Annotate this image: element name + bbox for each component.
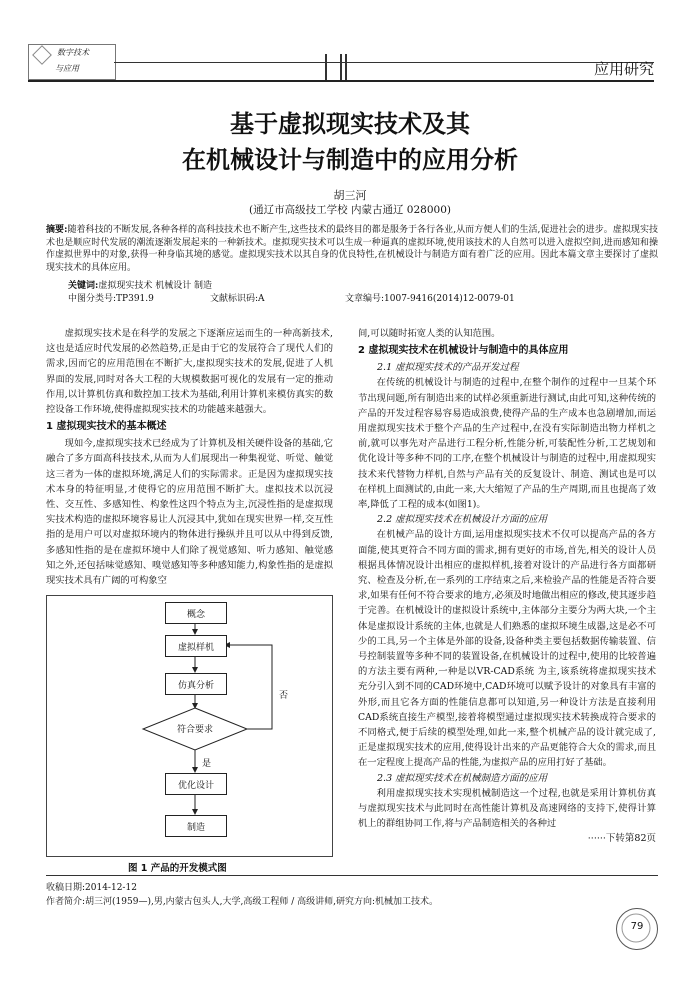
received-date: 收稿日期:2014-12-12 xyxy=(46,883,137,893)
step-concept: 概念 xyxy=(165,602,227,624)
abstract-text: 随着科技的不断发展,各种各样的高科技技术也不断产生,这些技术的最终目的都是服务于各行各业,从而方便人们的生活,促进社会的进步。虚拟现实技术也是顺应时代发展的潮流逐渐发展起来的一种新技术。虚拟现实技术可以生成一种逼真的虚拟环境,使用该技术的人自然可以进入虚拟空间,进而感知和操作虚拟世界中的对象,获得一种身临其境的感觉。虚拟现实技术以其自身的优良特性,在机械设计与制造方面有着广泛的应用。因此本篇文章主要探讨了虚拟现实技术的具体应用。 xyxy=(46,225,658,273)
page-number-badge xyxy=(616,908,658,950)
doc-code: 文献标识码:A xyxy=(210,294,265,304)
logo-text-2: 与应用 xyxy=(55,64,79,73)
keywords xyxy=(68,278,212,291)
yes-label: 是 xyxy=(202,759,212,769)
author-bio: 作者简介:胡三河(1959—),男,内蒙古包头人,大学,高级工程师 / 高级讲师,研究方向:机械加工技术。 xyxy=(46,897,439,907)
subsection-2-1-paragraph: 在传统的机械设计与制造的过程中,在整个制作的过程中一旦某个环节出现问题,所有制造出来的试样必须重新进行测试,由此可知,这种传统的产品的开发过程容易容易造成浪费,使得产品的生产成本也急剧增加,而运用虚拟现实技术于整个产品的生产过程中,在没有实际制造出物力样机之前,就可以事先对产品进行工程分析,性能分析,可装配性分析,工艺规划和优化设计等多种不同的工序,在整个机械设计与制造的过程中,用虚拟现实技术来代替物力样机,自然与产品有关的反复设计、制造、测试也是可以在样机上面测试的,由此一来,大大缩短了产品的生产周期,而且也提高了效率,降低了工程的成本(如图1)。 xyxy=(358,377,656,511)
continuation-line: 间,可以随时拓宽人类的认知范围。 xyxy=(358,328,501,339)
subsection-2-1: 2.1 虚拟现实技术的产品开发过程 xyxy=(377,362,519,374)
section-heading-1: 1 虚拟现实技术的基本概述 xyxy=(46,421,167,433)
step-optimize: 优化设计 xyxy=(165,773,227,795)
subsection-2-2: 2.2 虚拟现实技术在机械设计方面的应用 xyxy=(377,514,548,526)
header-rule xyxy=(114,62,654,63)
journal-logo xyxy=(28,44,116,80)
subsection-2-3: 2.3 虚拟现实技术在机械制造方面的应用 xyxy=(377,772,548,784)
clc-number: 中图分类号:TP391.9 xyxy=(68,294,154,304)
header-divider-bar xyxy=(340,54,342,80)
section-heading-2: 2 虚拟现实技术在机械设计与制造中的具体应用 xyxy=(358,345,569,357)
step-virtual-prototype: 虚拟样机 xyxy=(165,635,227,657)
keywords-text: 虚拟现实技术 机械设计 制造 xyxy=(98,281,213,291)
abstract-label: 摘要: xyxy=(46,225,68,235)
header-divider-bar xyxy=(345,54,347,80)
section-1-paragraph: 现如今,虚拟现实技术已经成为了计算机及相关硬件设备的基础,它融合了多方面高科技技术,从而为人们展现出一种集视觉、听觉、触觉这三者为一体的虚拟环境,满足人们的实际需求。正是因为虚拟现实技术本身的特征明显,才使得它的应用范围不断扩大。虚拟技术以沉浸性、交互性、多感知性、构象性这四个特点为主,沉浸性指的是虚拟现实技术构造的虚拟环境容易让人沉浸其中,犹如在现实世界一样,交互性指的是用户可以对虚拟环境内的物体进行操纵并且可以从中得到反馈,多感知性指的是在虚拟环境中人们除了视觉感知、听力感知、触觉感知之外,还包括味觉感知、嗅觉感知等多种感知能力,构象性指的是虚拟现实技术具有广阔的可构象空 xyxy=(46,438,333,587)
section-name: 应用研究 xyxy=(593,60,654,78)
abstract xyxy=(46,224,658,274)
title-line-2: 在机械设计与制造中的应用分析 xyxy=(182,146,518,174)
subsection-2-3-paragraph: 利用虚拟现实技术实现机械制造这一个过程,也就是采用计算机仿真与虚拟现实技术与此同时在高性能计算机及高速网络的支持下,使得计算机上的群组协同工作,将与产品制造相关的各种过 xyxy=(358,787,656,830)
step-manufacture: 制造 xyxy=(165,815,227,837)
left-column xyxy=(46,326,333,588)
logo-text-1: 数字技术 xyxy=(57,48,89,57)
figure-1-flowchart xyxy=(46,595,333,857)
page-number: 79 xyxy=(630,921,644,932)
intro-paragraph: 虚拟现实技术是在科学的发展之下逐渐应运而生的一种高新技术,这也是适应时代发展的必然趋势,正是由于它的发展符合了现代人们的需求,因而它的应用范围在不断扩大,虚拟现实技术的发展,促进了人机界面的发展,同时对各大工程的大规模数据可视化的发展有一定的推动作用,以计算机仿真和数控加工技术为基础,利用计算机来模仿真实的数控设备工作环境,使得虚拟现实技术的功能越来越强大。 xyxy=(46,328,333,416)
affiliation: (通辽市高级技工学校 内蒙古通辽 028000) xyxy=(249,204,451,216)
arrow-no-loop xyxy=(225,645,272,729)
header-divider-bar xyxy=(325,54,327,80)
header-bottom-rule xyxy=(28,80,654,82)
title-line-1: 基于虚拟现实技术及其 xyxy=(230,110,470,138)
step-simulation: 仿真分析 xyxy=(165,673,227,695)
logo-diamond-icon xyxy=(32,45,52,65)
article-number: 文章编号:1007-9416(2014)12-0079-01 xyxy=(345,294,515,304)
figure-caption: 图 1 产品的开发模式图 xyxy=(128,863,227,874)
decision-label: 符合要求 xyxy=(176,725,213,735)
keywords-label: 关键词: xyxy=(68,281,99,291)
author: 胡三河 xyxy=(333,189,367,202)
right-column xyxy=(358,326,656,846)
no-label: 否 xyxy=(279,691,289,701)
footnote-rule xyxy=(46,875,658,876)
subsection-2-2-paragraph: 在机械产品的设计方面,运用虚拟现实技术不仅可以提高产品的各方面能,使其更符合不同方面的需求,拥有更好的市场,首先,相关的设计人员根据具体情况设计出相应的虚拟样机,接着对设计的产品进行各方面都研究、检查及分析,在一系列的工序结束之后,来检验产品的性能是否符合要求,如果有任何不符合要求的地方,必须及时地做出相应的修改,使其逐步趋于完善。在机械设计的虚拟设计系统中,主体部分主要分为两大块,一个主体是虚拟设计系统的主体,也就是人们熟悉的虚拟环境生成器,这是必不可少的工具,另一个主体是外部的设备,设备种类主要包括数据传输装置、信号控制装置等多种不同的装置设备,在机械设计的过程中,使用的比较普遍的方法主要有两种,一种是以VR-CAD系统 为主,该系统将虚拟现实技术充分引入到不同的CAD环境中,CAD环境可以赋予设计的对象具有丰富的外形,而且它各方面的性能信息都可以知道,另一种设计方法是直接利用CAD系统直接生产模型,接着将模型通过虚拟现实技术转换成符合要求的不同格式,便于后续的模型处理,如此一来,整个机械产品的设计就完成了,正是虚拟现实技术的应用,使得设计出来的产品更能符合大众的需求,而且在一定程度上提高产品的性能,为虚拟产品的应用打好了基础。 xyxy=(358,529,656,769)
continued-note: ······下转第82页 xyxy=(587,832,656,844)
